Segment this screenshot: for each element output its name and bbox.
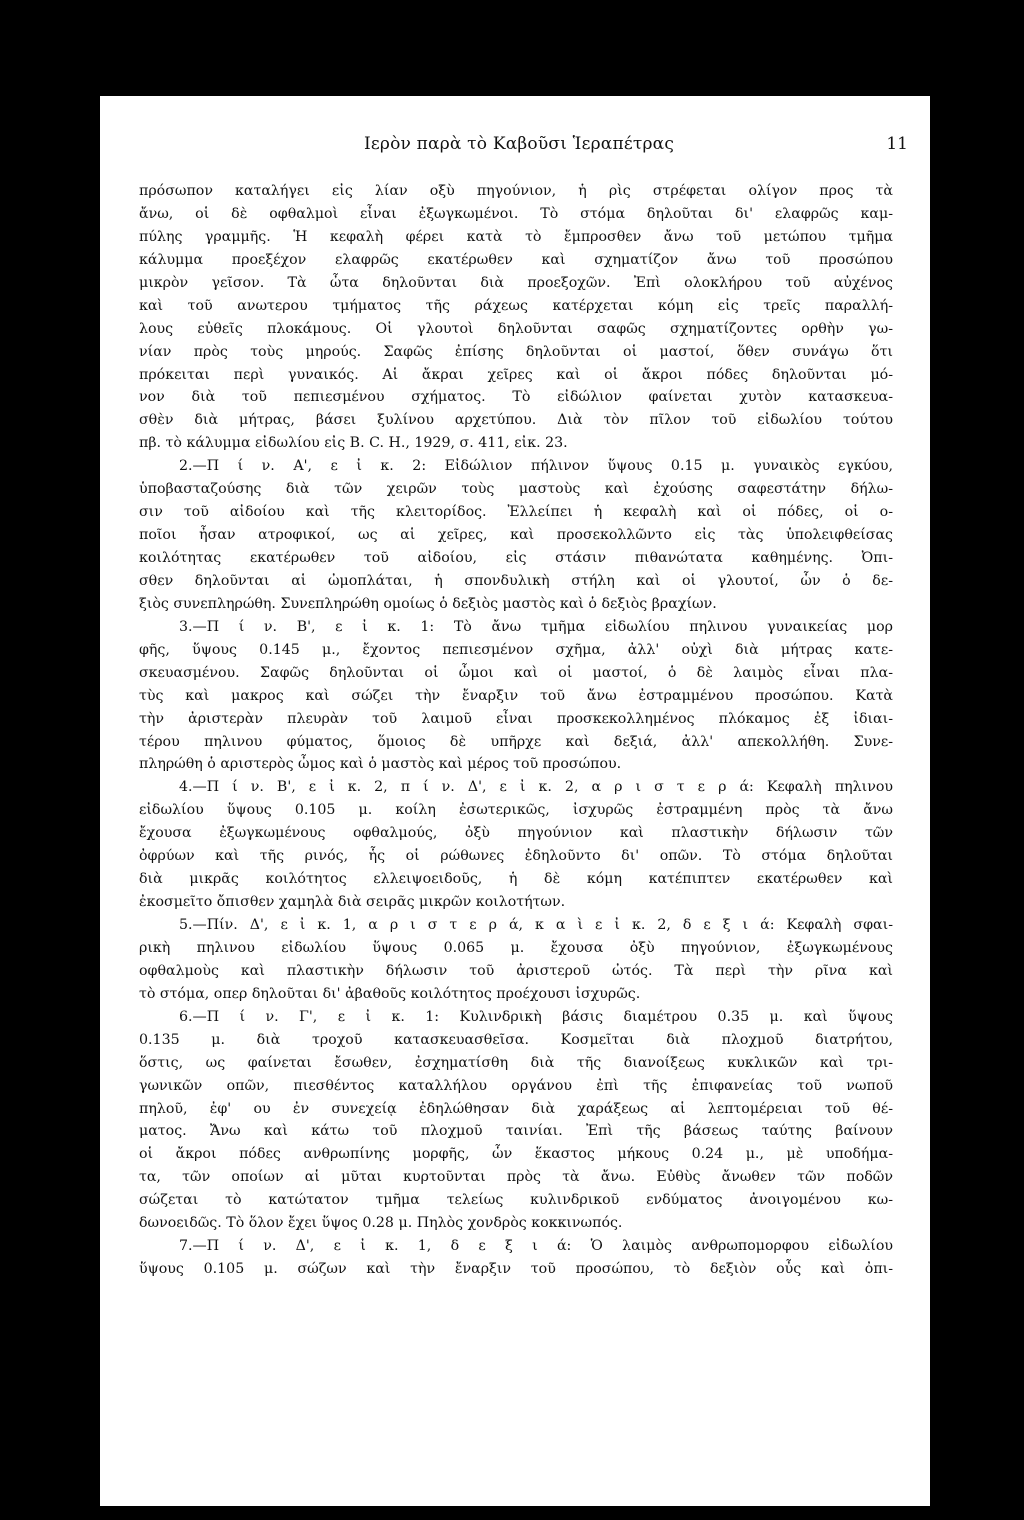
- text-line: σθὲν διὰ μήτρας, βάσει ξυλίνου αρχετύπου. Διὰ τὸν πῖλον τοῦ εἰδωλίου τούτου: [139, 412, 893, 429]
- text-line: οἱ ἄκροι πόδες ανθρωπίνης μορφῆς, ὧν ἕκαστος μήκους 0.24 μ., μὲ υποδήμα-: [139, 1146, 893, 1163]
- text-line: νίαν πρὸς τοὺς μηρούς. Σαφῶς ἐπίσης δηλοῦνται οἱ μαστοί, ὅθεν συνάγω ὅτι: [139, 343, 893, 360]
- text-line: γωνικῶν οπῶν, πιεσθέντος καταλλήλου οργάνου ἐπὶ τῆς ἐπιφανείας τοῦ νωποῦ: [139, 1077, 893, 1094]
- text-line: σθεν δηλοῦνται αἱ ὠμοπλάται, ἡ σπονδυλικὴ στήλη καὶ οἱ γλουτοί, ὧν ὁ δε-: [139, 572, 893, 589]
- text-line: πληρώθη ὁ αριστερὸς ὦμος καὶ ὁ μαστὸς καὶ μέρος τοῦ προσώπου.: [139, 756, 622, 773]
- document-page: [100, 96, 930, 1506]
- text-line: φῆς, ὕψους 0.145 μ., ἔχοντος πεπιεσμένον σχῆμα, ἀλλ' οὐχὶ διὰ μήτρας κατε-: [139, 641, 893, 658]
- text-line: ἄνω, οἱ δὲ οφθαλμοὶ εἶναι ἐξωγκωμένοι. Τὸ στόμα δηλοῦται δι' ελαφρῶς καμ-: [139, 205, 893, 222]
- text-line: ρικὴ πηλινου εἰδωλίου ὕψους 0.065 μ. ἔχουσα ὀξὺ πηγούνιον, ἐξωγκωμένους: [139, 939, 893, 956]
- text-line: σκευασμένου. Σαφῶς δηλοῦνται οἱ ὦμοι καὶ οἱ μαστοί, ὁ δὲ λαιμὸς εἶναι πλα-: [139, 664, 893, 681]
- text-line: μικρὸν γεῖσον. Τὰ ὦτα δηλοῦνται διὰ προεξοχῶν. Ἐπὶ ολοκλήρου τοῦ αὐχένος: [139, 274, 893, 291]
- text-line: 4.—Π ί ν. Β', ε ἰ κ. 2, π ί ν. Δ', ε ἰ κ. 2, α ρ ι σ τ ε ρ ά: Κεφαλὴ πηλινου: [179, 779, 893, 796]
- text-line: πύλης γραμμῆς. Ἡ κεφαλὴ φέρει κατὰ τὸ ἔμπροσθεν ἄνω τοῦ μετώπου τμῆμα: [139, 228, 893, 245]
- text-line: ὑποβασταζούσης διὰ τῶν χειρῶν τοὺς μαστοὺς καὶ ἐχούσης σαφεστάτην δήλω-: [139, 481, 893, 498]
- text-line: 0.135 μ. διὰ τροχοῦ κατασκευασθεῖσα. Κοσμεῖται διὰ πλοχμοῦ διατρήτου,: [139, 1031, 893, 1048]
- text-line: καὶ τοῦ ανωτερου τμήματος τῆς ράχεως κατέρχεται κόμη εἰς τρεῖς παραλλή-: [139, 297, 893, 314]
- text-line: 3.—Π ί ν. Β', ε ἰ κ. 1: Τὸ ἄνω τμῆμα εἰδωλίου πηλινου γυναικείας μορ: [179, 618, 893, 635]
- text-line: δωνοειδῶς. Τὸ ὅλον ἔχει ὕψος 0.28 μ. Πηλὸς χονδρὸς κοκκινωπός.: [139, 1215, 623, 1232]
- text-line: 7.—Π ί ν. Δ', ε ἰ κ. 1, δ ε ξ ι ά: Ὁ λαιμὸς ανθρωπομορφου εἰδωλίου: [179, 1238, 893, 1255]
- text-line: ὀφρύων καὶ τῆς ρινός, ἧς οἱ ρώθωνες ἐδηλοῦντο δι' οπῶν. Τὸ στόμα δηλοῦται: [139, 848, 893, 865]
- body-text: [139, 180, 893, 1281]
- text-line: ὅστις, ως φαίνεται ἔσωθεν, ἐσχηματίσθη διὰ τῆς διανοίξεως κυκλικῶν καὶ τρι-: [139, 1054, 893, 1071]
- text-line: ἔχουσα ἐξωγκωμένους οφθαλμούς, ὀξὺ πηγούνιον καὶ πλαστικὴν δήλωσιν τῶν: [139, 825, 893, 842]
- text-line: κάλυμμα προεξέχον ελαφρῶς εκατέρωθεν καὶ σχηματίζον ἄνω τοῦ προσώπου: [139, 251, 893, 268]
- text-line: ὕψους 0.105 μ. σώζων καὶ τὴν ἔναρξιν τοῦ προσώπου, τὸ δεξιὸν οὖς καὶ ὀπι-: [139, 1261, 893, 1278]
- text-line: κοιλότητας εκατέρωθεν τοῦ αἰδοίου, εἰς στάσιν πιθανώτατα καθημένης. Ὀπι-: [139, 550, 893, 566]
- text-line: οφθαλμοὺς καὶ πλαστικὴν δήλωσιν τοῦ ἀριστεροῦ ὠτός. Τὰ περὶ τὴν ρῖνα καὶ: [139, 962, 893, 979]
- text-line: σιν τοῦ αἰδοίου καὶ τῆς κλειτορίδος. Ἐλλείπει ἡ κεφαλὴ καὶ οἱ πόδες, οἱ ο-: [139, 504, 893, 521]
- running-title: Ιερὸν παρὰ τὸ Καβοῦσι Ἱεραπέτρας: [363, 134, 675, 154]
- page-header: [130, 134, 908, 158]
- text-line: 6.—Π ί ν. Γ', ε ἰ κ. 1: Κυλινδρικὴ βάσις διαμέτρου 0.35 μ. καὶ ὕψους: [179, 1008, 893, 1025]
- text-line: τα, τῶν οποίων αἱ μῦται κυρτοῦνται πρὸς τὰ ἄνω. Εὐθὺς ἄνωθεν τῶν ποδῶν: [139, 1169, 893, 1186]
- text-line: νον διὰ τοῦ πεπιεσμένου σχήματος. Τὸ εἰδώλιον φαίνεται χυτὸν κατασκευα-: [139, 389, 893, 406]
- text-line: τὸ στόμα, οπερ δηλοῦται δι' ἀβαθοῦς κοιλότητος προέχουσι ἰσχυρῶς.: [139, 985, 641, 1002]
- text-line: τὴν ἀριστερὰν πλευρὰν τοῦ λαιμοῦ εἶναι προσκεκολλημένος πλόκαμος ἐξ ἰδιαι-: [139, 710, 893, 727]
- text-line: πρόσωπον καταλήγει εἰς λίαν οξὺ πηγούνιον, ἡ ρὶς στρέφεται ολίγον προς τὰ: [139, 183, 893, 199]
- page-number: 11: [886, 134, 908, 154]
- text-line: πηλοῦ, ἐφ' ου ἐν συνεχείᾳ ἐδηλώθησαν διὰ χαράξεως αἱ λεπτομέρειαι τοῦ θέ-: [139, 1100, 893, 1117]
- text-line: τὺς καὶ μακρος καὶ σώζει τὴν ἔναρξιν τοῦ ἄνω ἐστραμμένου προσώπου. Κατὰ: [139, 687, 893, 704]
- text-line: διὰ μικρᾶς κοιλότητος ελλειψοειδοῦς, ἡ δὲ κόμη κατέπιπτεν εκατέρωθεν καὶ: [139, 871, 893, 888]
- text-line: σώζεται τὸ κατώτατον τμῆμα τελείως κυλινδρικοῦ ενδύματος ἀνοιγομένου κω-: [139, 1192, 893, 1209]
- text-line: ξιὸς συνεπληρώθη. Συνεπληρώθη ομοίως ὁ δεξιὸς μαστὸς καὶ ὁ δεξιὸς βραχίων.: [139, 595, 717, 612]
- text-line: ματος. Ἄνω καὶ κάτω τοῦ πλοχμοῦ ταινίαι. Ἐπὶ τῆς βάσεως ταύτης βαίνουν: [139, 1123, 893, 1140]
- text-line: εἰδωλίου ὕψους 0.105 μ. κοίλη ἐσωτερικῶς, ἰσχυρῶς ἐστραμμένη πρὸς τὰ ἄνω: [139, 802, 893, 819]
- text-line: ἐκοσμεῖτο ὄπισθεν χαμηλὰ διὰ σειρᾶς μικρῶν κοιλοτήτων.: [139, 894, 566, 911]
- text-line: 2.—Π ί ν. Α', ε ἰ κ. 2: Εἰδώλιον πήλινον ὕψους 0.15 μ. γυναικὸς εγκύου,: [179, 458, 893, 475]
- text-line: λους εὐθεῖς πλοκάμους. Οἱ γλουτοὶ δηλοῦνται σαφῶς σχηματίζοντες ορθὴν γω-: [139, 320, 893, 337]
- text-line: 5.—Πίν. Δ', ε ἰ κ. 1, α ρ ι σ τ ε ρ ά, κ α ὶ ε ἰ κ. 2, δ ε ξ ι ά: Κεφαλὴ σφαι-: [179, 917, 893, 933]
- text-line: πβ. τὸ κάλυμμα εἰδωλίου εἰς B. C. H., 1929, σ. 411, εἰκ. 23.: [139, 435, 568, 452]
- text-line: τέρου πηλινου φύματος, ὅμοιος δὲ υπῆρχε καὶ δεξιά, ἀλλ' απεκολλήθη. Συνε-: [139, 733, 893, 750]
- text-line: πρόκειται περὶ γυναικός. Αἱ ἄκραι χεῖρες καὶ οἱ ἄκροι πόδες δηλοῦνται μό-: [139, 366, 893, 383]
- text-line: ποῖοι ἦσαν ατροφικοί, ως αἱ χεῖρες, καὶ προσεκολλῶντο εἰς τὰς ὑπολειφθείσας: [139, 527, 893, 544]
